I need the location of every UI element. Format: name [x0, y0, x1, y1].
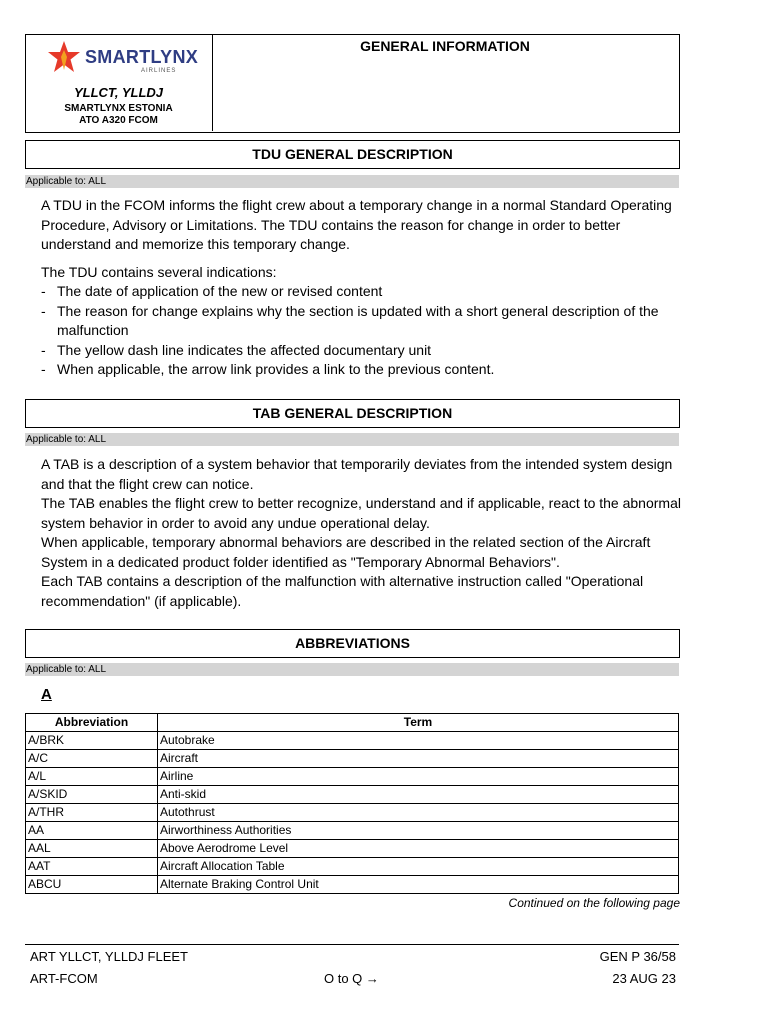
table-row: [26, 804, 679, 822]
smartlynx-logo: [47, 40, 197, 78]
abbr-cell: A/BRK: [26, 732, 158, 750]
tdu-applicable: Applicable to: ALL: [25, 175, 679, 188]
list-item: - The yellow dash line indicates the affected documentary unit: [41, 341, 681, 361]
table-row: [26, 732, 679, 750]
header-logo-cell: [25, 34, 213, 131]
logo-wordmark: SMARTLYNX: [85, 47, 199, 67]
term-cell: Aircraft Allocation Table: [158, 858, 679, 876]
table-header-row: [26, 714, 679, 732]
footer-page-number: GEN P 36/58: [599, 949, 676, 964]
star-logo-icon: [47, 40, 81, 76]
abbr-cell: A/THR: [26, 804, 158, 822]
page-title: GENERAL INFORMATION: [360, 38, 530, 54]
list-item: - The date of application of the new or revised content: [41, 282, 681, 302]
tdu-body: [41, 196, 681, 380]
abbreviations-section-title: ABBREVIATIONS: [25, 629, 680, 658]
table-row: [26, 786, 679, 804]
tdu-indications-list: [41, 282, 681, 380]
term-cell: Anti-skid: [158, 786, 679, 804]
term-cell: Aircraft: [158, 750, 679, 768]
fleet-label: YLLCT, YLLDJ: [73, 85, 164, 100]
table-row: [26, 822, 679, 840]
footer-manual: ART-FCOM: [30, 971, 98, 986]
tdu-paragraph-1: A TDU in the FCOM informs the flight crew about a temporary change in a normal Standard Operating Procedure, Advisory or Limitations. The TDU contains the reason for change in order to better understand and memorize this temporary change.: [41, 197, 672, 252]
term-cell: Autobrake: [158, 732, 679, 750]
letter-heading: A: [41, 686, 52, 703]
tab-line-2: The TAB enables the flight crew to better recognize, understand and if applicable, react to the abnormal system behavior in order to avoid any undue operational delay.: [41, 495, 681, 531]
operator-label: [25, 103, 212, 127]
logo-subtitle: AIRLINES: [141, 68, 177, 74]
abbreviations-applicable: Applicable to: ALL: [25, 663, 679, 676]
tdu-paragraph-2: The TDU contains several indications:: [41, 263, 277, 280]
list-item: - When applicable, the arrow link provides a link to the previous content.: [41, 360, 681, 380]
footer-range: O to Q →: [324, 971, 379, 986]
abbr-cell: AAT: [26, 858, 158, 876]
operator-line-1: SMARTLYNX ESTONIA: [64, 103, 173, 114]
term-cell: Autothrust: [158, 804, 679, 822]
term-cell: Airline: [158, 768, 679, 786]
footer-date: 23 AUG 23: [612, 971, 676, 986]
tab-section-title: TAB GENERAL DESCRIPTION: [25, 399, 680, 428]
table-row: [26, 750, 679, 768]
table-row: [26, 768, 679, 786]
tab-body: [41, 455, 681, 611]
term-cell: Alternate Braking Control Unit: [158, 876, 679, 894]
footer-fleet: ART YLLCT, YLLDJ FLEET: [30, 949, 188, 964]
tab-line-4: Each TAB contains a description of the malfunction with alternative instruction called "Operational recommendation" (if applicable).: [41, 573, 644, 609]
continued-note: Continued on the following page: [508, 896, 680, 910]
abbr-cell: A/C: [26, 750, 158, 768]
table-row: [26, 876, 679, 894]
abbr-cell: A/SKID: [26, 786, 158, 804]
footer-divider: [25, 944, 679, 945]
term-cell: Airworthiness Authorities: [158, 822, 679, 840]
abbr-cell: AA: [26, 822, 158, 840]
abbr-cell: ABCU: [26, 876, 158, 894]
tdu-section-title: TDU GENERAL DESCRIPTION: [25, 140, 680, 169]
tab-line-1: A TAB is a description of a system behavior that temporarily deviates from the intended system design and that the flight crew can notice.: [41, 456, 673, 492]
operator-line-2: ATO A320 FCOM: [79, 115, 158, 126]
abbr-cell: AAL: [26, 840, 158, 858]
table-row: [26, 858, 679, 876]
column-header-term: Term: [158, 714, 679, 732]
term-cell: Above Aerodrome Level: [158, 840, 679, 858]
abbreviations-table: [25, 713, 679, 894]
column-header-abbreviation: Abbreviation: [26, 714, 158, 732]
abbr-cell: A/L: [26, 768, 158, 786]
tab-applicable: Applicable to: ALL: [25, 433, 679, 446]
tab-line-3: When applicable, temporary abnormal behaviors are described in the related section of the Aircraft System in a dedicated product folder identified as "Temporary Abnormal Behaviors".: [41, 534, 651, 570]
list-item: - The reason for change explains why the section is updated with a short general description of the malfunction: [41, 302, 681, 341]
table-row: [26, 840, 679, 858]
